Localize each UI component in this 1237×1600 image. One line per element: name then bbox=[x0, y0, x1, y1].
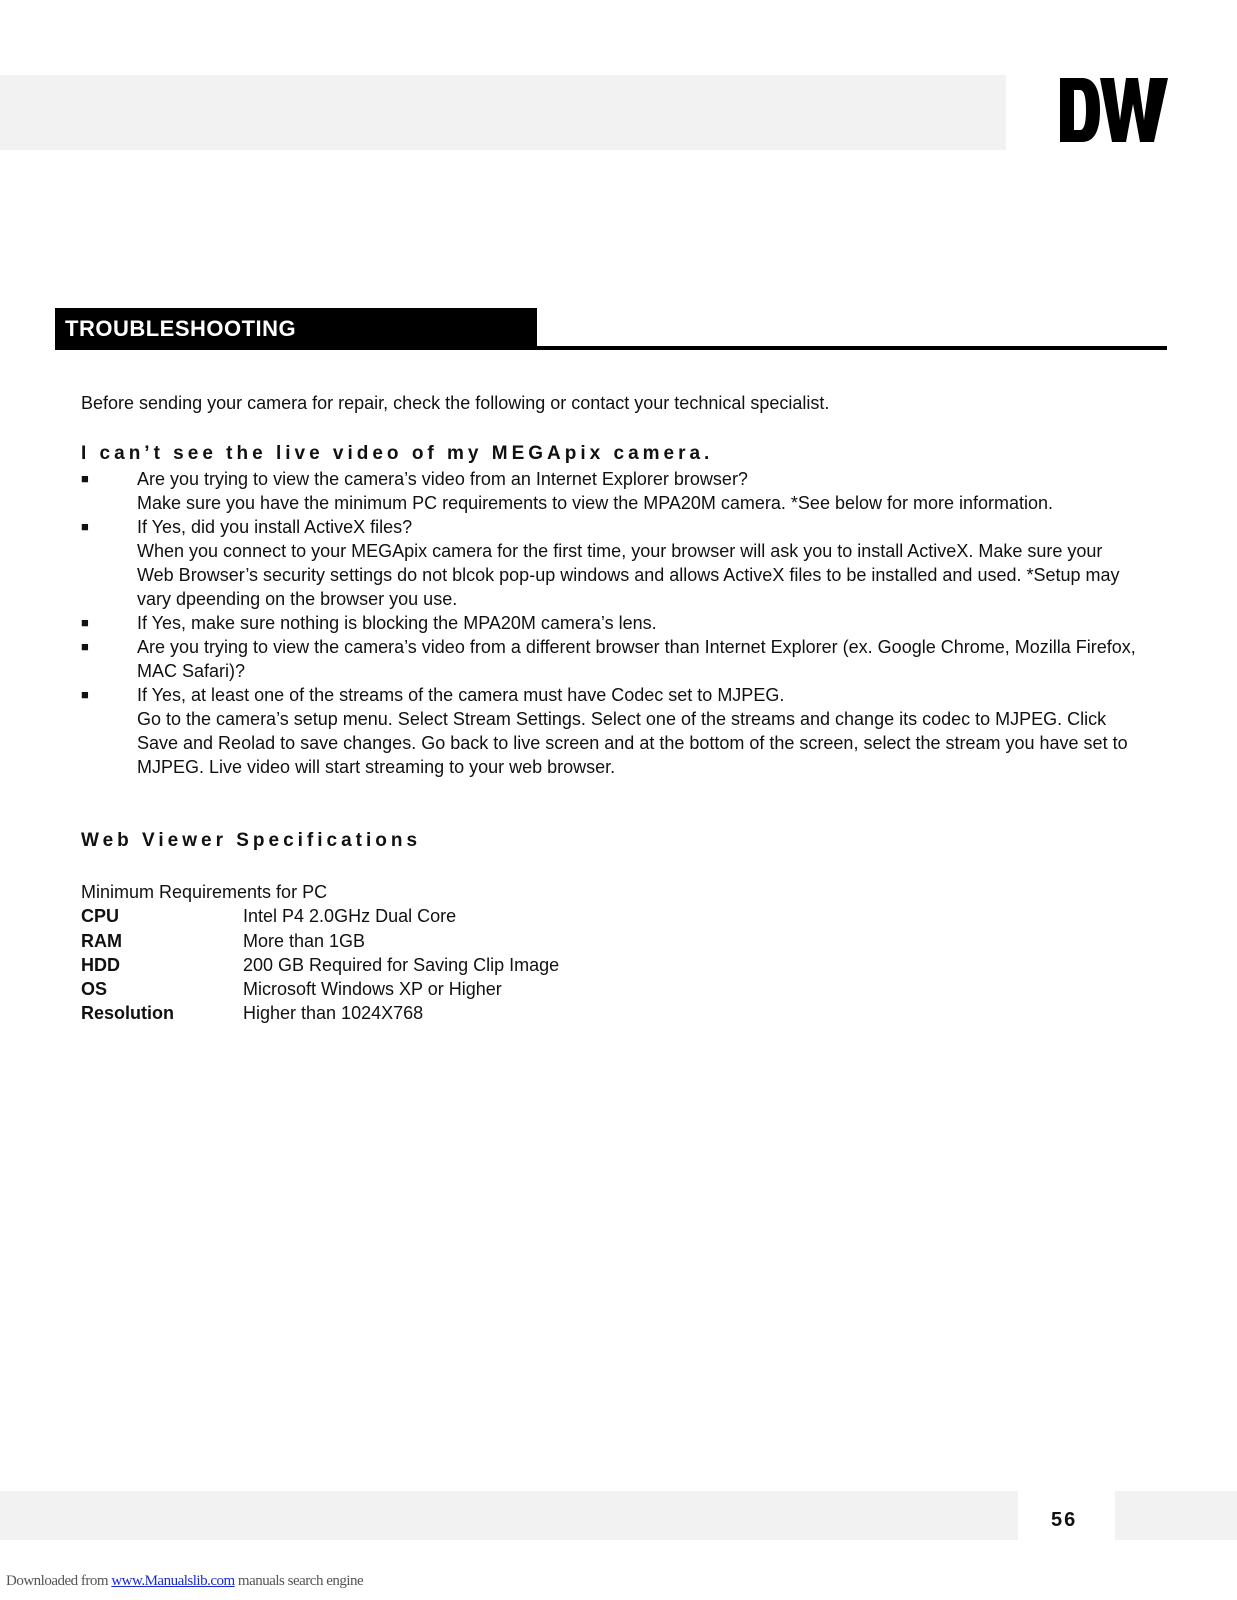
spec-row bbox=[81, 953, 559, 977]
spec-value: Intel P4 2.0GHz Dual Core bbox=[243, 906, 457, 927]
list-item-main: If Yes, did you install ActiveX files? bbox=[137, 517, 413, 537]
list-item-detail: When you connect to your MEGApix camera for the first time, your browser will ask you to install ActiveX. Make sure your Web Browser’s security settings do not blcok pop-up windows and allows ActiveX files to be installed and used. *Setup may vary dpeending on the browser you use. bbox=[137, 541, 1120, 609]
issue-heading: I can’t see the live video of my MEGApix camera. bbox=[81, 443, 714, 464]
spec-row bbox=[81, 977, 559, 1001]
download-footer bbox=[6, 1573, 363, 1590]
list-item-main: If Yes, make sure nothing is blocking the MPA20M camera’s lens. bbox=[137, 613, 657, 633]
list-item-main: Are you trying to view the camera’s video from an Internet Explorer browser? bbox=[137, 469, 748, 489]
specs-table bbox=[81, 880, 559, 1026]
spec-value: More than 1GB bbox=[243, 930, 366, 951]
bullet-icon: ■ bbox=[81, 639, 89, 654]
footer-prefix: Downloaded from bbox=[6, 1573, 112, 1589]
specs-caption: Minimum Requirements for PC bbox=[81, 882, 328, 902]
manualslib-link[interactable]: www.Manualslib.com bbox=[111, 1573, 235, 1589]
specs-heading: Web Viewer Specifications bbox=[81, 830, 422, 851]
section-rule bbox=[537, 346, 1167, 350]
spec-row bbox=[81, 904, 559, 928]
bullet-icon: ■ bbox=[81, 471, 89, 486]
troubleshooting-list bbox=[81, 467, 1141, 779]
spec-value: Microsoft Windows XP or Higher bbox=[243, 979, 502, 1000]
bullet-icon: ■ bbox=[81, 687, 89, 702]
spec-value: 200 GB Required for Saving Clip Image bbox=[243, 954, 560, 975]
logo-letter-w bbox=[1100, 78, 1168, 142]
dw-logo bbox=[1060, 70, 1170, 150]
spec-label: RAM bbox=[81, 930, 122, 951]
list-item bbox=[81, 611, 1141, 635]
intro-text: Before sending your camera for repair, check the following or contact your technical specialist. bbox=[81, 393, 830, 413]
spec-label: Resolution bbox=[81, 1003, 174, 1024]
list-item bbox=[81, 515, 1141, 611]
list-item bbox=[81, 683, 1141, 779]
footer-suffix: manuals search engine bbox=[234, 1573, 364, 1589]
footer-band-right bbox=[1115, 1491, 1237, 1540]
list-item-main: If Yes, at least one of the streams of the camera must have Codec set to MJPEG. bbox=[137, 685, 785, 705]
spec-label: HDD bbox=[81, 954, 120, 975]
section-title-bar bbox=[55, 308, 537, 350]
spec-row bbox=[81, 1001, 559, 1025]
list-item bbox=[81, 467, 1141, 515]
spec-value: Higher than 1024X768 bbox=[243, 1003, 424, 1024]
footer-band bbox=[0, 1491, 1018, 1540]
section-title: TROUBLESHOOTING bbox=[65, 316, 297, 341]
list-item bbox=[81, 635, 1141, 683]
spec-row bbox=[81, 929, 559, 953]
bullet-icon: ■ bbox=[81, 519, 89, 534]
list-item-detail: Go to the camera’s setup menu. Select Stream Settings. Select one of the streams and change its codec to MJPEG. Click Save and Reolad to save changes. Go back to live screen and at the bottom of the screen, select the stream you have set to MJPEG. Live video will start streaming to your web browser. bbox=[137, 709, 1128, 777]
logo-letter-d bbox=[1060, 78, 1100, 142]
bullet-icon: ■ bbox=[81, 615, 89, 630]
spec-label: CPU bbox=[81, 906, 120, 927]
list-item-detail: Make sure you have the minimum PC requirements to view the MPA20M camera. *See below for more information. bbox=[137, 493, 1054, 513]
page-number: 56 bbox=[1051, 1509, 1078, 1531]
header-band bbox=[0, 75, 1006, 150]
spec-label: OS bbox=[81, 979, 108, 1000]
list-item-main: Are you trying to view the camera’s video from a different browser than Internet Explorer (ex. Google Chrome, Mozilla Firefox, MAC Safari)? bbox=[137, 637, 1136, 681]
